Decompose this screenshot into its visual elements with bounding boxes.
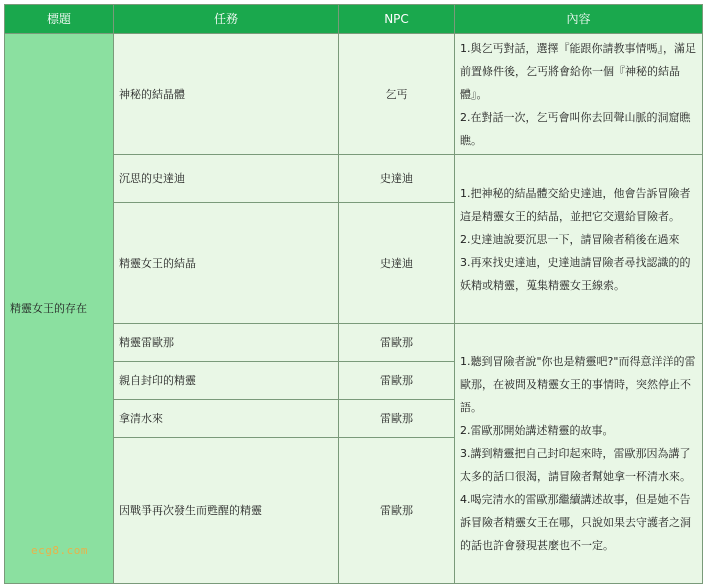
column-header-content: 內容	[455, 5, 703, 34]
content-cell	[455, 34, 703, 155]
content-cell	[455, 155, 703, 324]
npc-cell: 史達迪	[339, 155, 455, 203]
content-line: 2.在對話一次，乞丐會叫你去回聲山脈的洞窟瞧瞧。	[460, 110, 691, 147]
content-line: 2.史達迪說要沉思一下，請冒險者稍後在過來	[460, 232, 680, 246]
column-header-quest: 任務	[114, 5, 339, 34]
content-line: 1.聽到冒險者說"你也是精靈吧?"而得意洋洋的雷歐那，在被問及精靈女王的事情時，突然停止不語。	[460, 355, 696, 414]
category-cell: 精靈女王的存在	[5, 34, 114, 584]
content-line: 1.把神秘的結晶體交給史達迪，他會告訴冒險者這是精靈女王的結晶，並把它交還給冒險者。	[460, 186, 691, 223]
quest-cell: 精靈雷歐那	[114, 324, 339, 362]
content-line: 3.講到精靈把自己封印起來時，雷歐那因為講了太多的話口很渴，請冒險者幫她拿一杯清水來。	[460, 447, 691, 483]
table-row	[5, 34, 703, 155]
table-header-row	[5, 5, 703, 34]
npc-cell: 雷歐那	[339, 362, 455, 400]
npc-cell: 乞丐	[339, 34, 455, 155]
content-line: 4.喝完清水的雷歐那繼續講述故事，但是她不告訴冒險者精靈女王在哪，只說如果去守護者之洞的話也許會發現甚麼也不一定。	[460, 493, 691, 552]
quest-cell: 沉思的史達迪	[114, 155, 339, 203]
npc-cell: 雷歐那	[339, 438, 455, 584]
quest-cell: 神秘的結晶體	[114, 34, 339, 155]
npc-cell: 雷歐那	[339, 324, 455, 362]
quest-cell: 拿清水來	[114, 400, 339, 438]
content-line: 3.再來找史達迪，史達迪請冒險者尋找認識的的妖精或精靈，蒐集精靈女王線索。	[460, 255, 691, 292]
quest-table	[4, 4, 703, 584]
column-header-category: 標題	[5, 5, 114, 34]
column-header-npc: NPC	[339, 5, 455, 34]
quest-cell: 精靈女王的結晶	[114, 203, 339, 324]
content-cell	[455, 324, 703, 584]
content-line: 1.與乞丐對話，選擇『能跟你請教事情嗎』，滿足前置條件後，乞丐將會給你一個『神秘的結晶體』。	[460, 41, 696, 101]
watermark-text: ecg8.com	[31, 544, 88, 557]
quest-cell: 因戰爭再次發生而甦醒的精靈	[114, 438, 339, 584]
content-line: 2.雷歐那開始講述精靈的故事。	[460, 424, 614, 437]
npc-cell: 雷歐那	[339, 400, 455, 438]
quest-cell: 親自封印的精靈	[114, 362, 339, 400]
npc-cell: 史達迪	[339, 203, 455, 324]
